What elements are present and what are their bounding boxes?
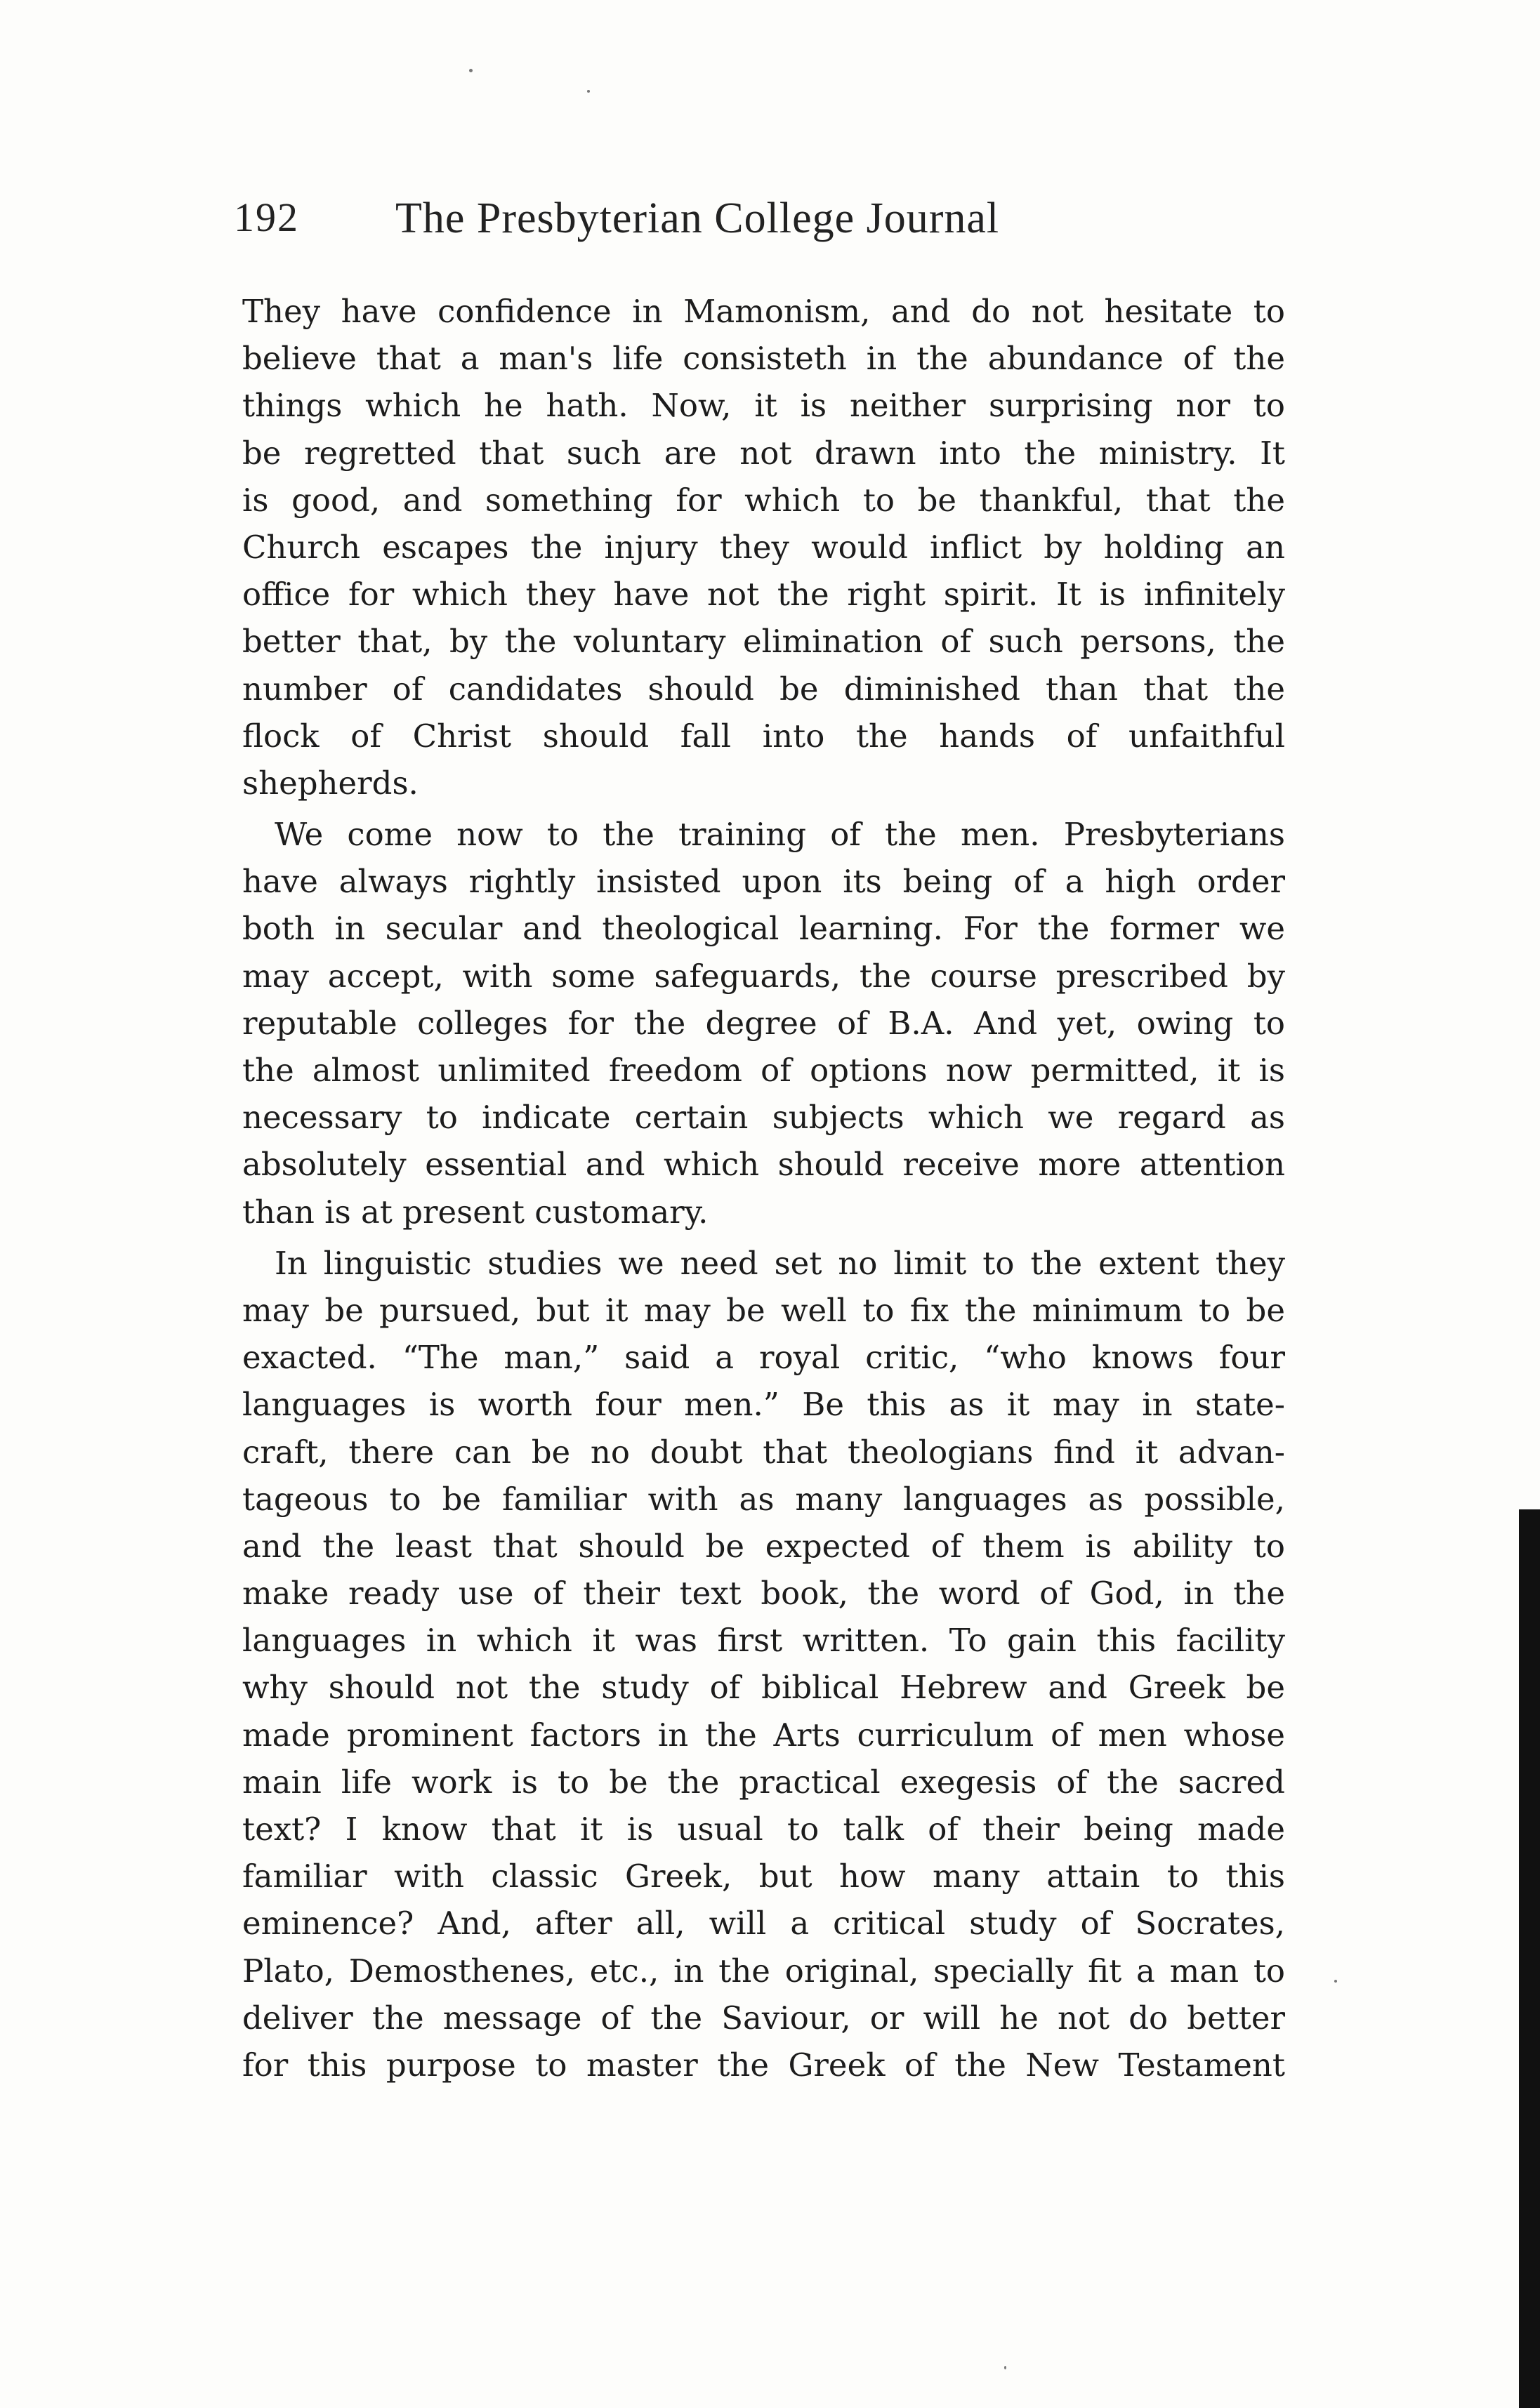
text-line: shepherds. (242, 764, 419, 802)
text-line: believe that a man's life consisteth in the abundance of the (242, 340, 1285, 378)
text-line: necessary to indicate certain subjects which we regard as (242, 1099, 1285, 1137)
text-line: languages in which it was first written. To gain this facility (242, 1622, 1285, 1660)
text-line: tageous to be familiar with as many languages as possible, (242, 1480, 1285, 1518)
text-line: and the least that should be expected of them is ability to (242, 1527, 1285, 1565)
text-line: familiar with classic Greek, but how many attain to this (242, 1858, 1285, 1896)
text-line: absolutely essential and which should receive more attention (242, 1146, 1285, 1184)
text-line: may accept, with some safeguards, the course prescribed by (242, 957, 1285, 995)
text-line: reputable colleges for the degree of B.A. And yet, owing to (242, 1004, 1285, 1042)
body-text (242, 288, 1285, 2085)
text-line: things which he hath. Now, it is neither surprising nor to (242, 387, 1285, 425)
text-line: better that, by the voluntary elimination of such persons, the (242, 623, 1285, 661)
text-line: In linguistic studies we need set no limit to the extent they (275, 1244, 1285, 1282)
text-line: deliver the message of the Saviour, or will he not do better (242, 1999, 1285, 2037)
scan-speck (1004, 2366, 1006, 2369)
text-line: Plato, Demosthenes, etc., in the original, specially fit a man to (242, 1952, 1285, 1990)
text-line: why should not the study of biblical Hebrew and Greek be (242, 1669, 1285, 1707)
paragraph-3 (242, 1240, 1285, 2085)
text-line: both in secular and theological learning. For the former we (242, 910, 1285, 948)
text-line: main life work is to be the practical exegesis of the sacred (242, 1763, 1285, 1801)
text-line: the almost unlimited freedom of options now permitted, it is (242, 1052, 1285, 1089)
text-line: They have confidence in Mamonism, and do not hesitate to (242, 293, 1285, 330)
scan-speck (469, 69, 473, 72)
text-line: craft, there can be no doubt that theologians find it advan- (242, 1433, 1285, 1471)
text-line: number of candidates should be diminished than that the (242, 670, 1285, 708)
text-line: Church escapes the injury they would inflict by holding an (242, 528, 1285, 566)
text-line: languages is worth four men.” Be this as it may in state- (242, 1386, 1285, 1424)
scan-speck (1334, 1980, 1337, 1983)
text-line: flock of Christ should fall into the hands of unfaithful (242, 717, 1285, 755)
text-line: made prominent factors in the Arts curriculum of men whose (242, 1716, 1285, 1754)
page-number: 192 (234, 194, 299, 240)
page-header (234, 194, 1308, 257)
text-line: for this purpose to master the Greek of the New Testament (242, 2046, 1285, 2084)
text-line: have always rightly insisted upon its being of a high order (242, 863, 1285, 901)
text-line: exacted. “The man,” said a royal critic, “who knows four (242, 1339, 1285, 1377)
running-title: The Presbyterian College Journal (395, 194, 1000, 242)
scan-speck (587, 90, 590, 93)
text-line: eminence? And, after all, will a critical study of Socrates, (242, 1905, 1285, 1943)
text-line: make ready use of their text book, the word of God, in the (242, 1575, 1285, 1613)
text-line: than is at present customary. (242, 1193, 709, 1231)
text-line: be regretted that such are not drawn into the ministry. It (242, 434, 1285, 472)
text-line: We come now to the training of the men. Presbyterians (275, 816, 1285, 854)
text-line: is good, and something for which to be thankful, that the (242, 481, 1285, 519)
page-edge-shadow (1519, 1509, 1540, 2408)
text-line: office for which they have not the right spirit. It is infinitely (242, 576, 1285, 614)
paragraph-1 (242, 288, 1285, 807)
paragraph-2 (242, 811, 1285, 1236)
text-line: may be pursued, but it may be well to fix the minimum to be (242, 1291, 1285, 1329)
text-line: text? I know that it is usual to talk of their being made (242, 1811, 1285, 1848)
